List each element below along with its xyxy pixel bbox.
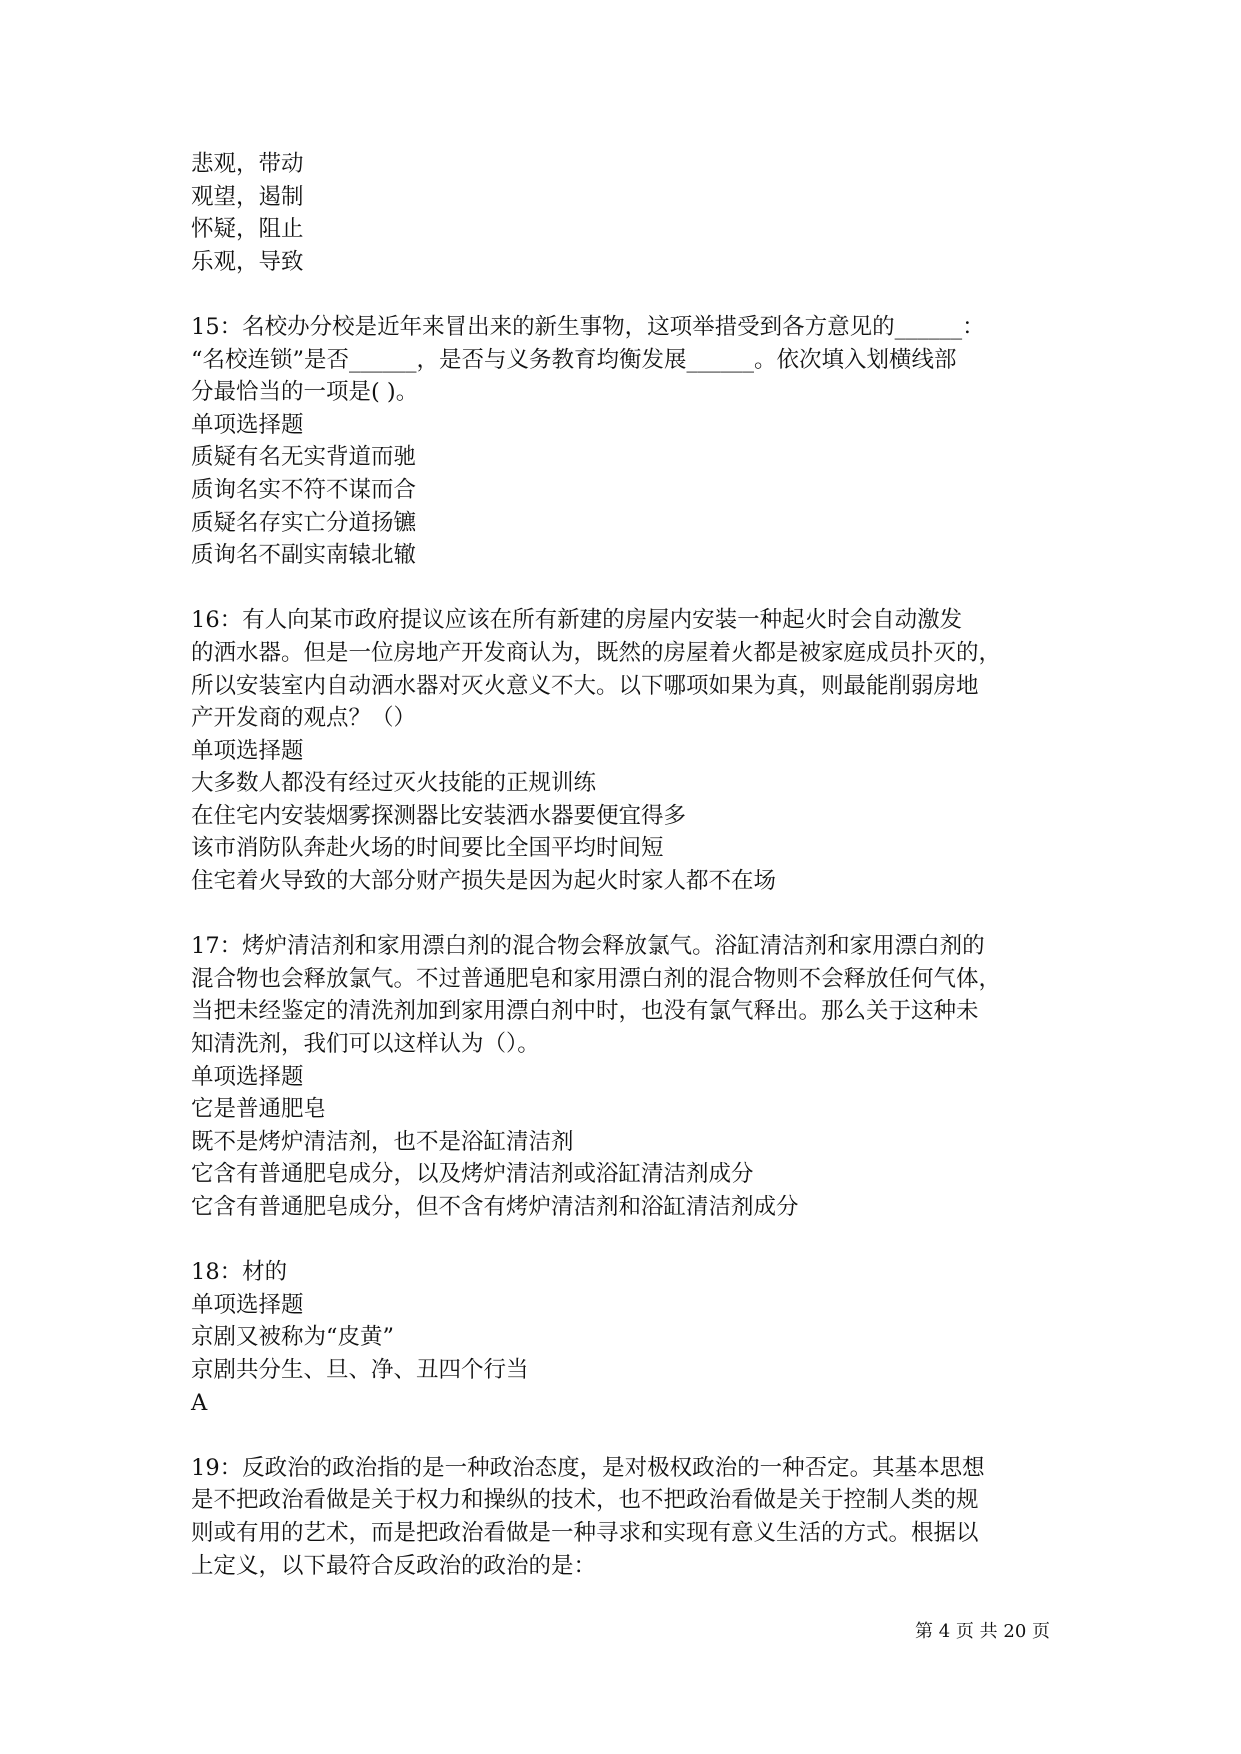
question-text-line: 知清洗剂，我们可以这样认为（）。 xyxy=(191,1031,540,1058)
spacer xyxy=(191,898,1055,931)
question-18 xyxy=(191,1256,1055,1419)
option-line: A xyxy=(191,1389,208,1416)
option-line: 京剧共分生、旦、净、丑四个行当 xyxy=(191,1356,529,1383)
question-type: 单项选择题 xyxy=(191,411,304,438)
question-text-line: 是不把政治看做是关于权力和操纵的技术，也不把政治看做是关于控制人类的规 xyxy=(191,1487,979,1514)
option-line: 质疑有名无实背道而驰 xyxy=(191,444,417,471)
question-text-line: 19：反政治的政治指的是一种政治态度，是对极权政治的一种否定。其基本思想 xyxy=(191,1454,985,1481)
question-text-line: 16：有人向某市政府提议应该在所有新建的房屋内安装一种起火时会自动激发 xyxy=(191,607,963,634)
question-17 xyxy=(191,930,1055,1223)
question-text-line: 17：烤炉清洁剂和家用漂白剂的混合物会释放氯气。浴缸清洁剂和家用漂白剂的 xyxy=(191,933,985,960)
option-line: 该市消防队奔赴火场的时间要比全国平均时间短 xyxy=(191,835,664,862)
question-text-line: 15：名校办分校是近年来冒出来的新生事物，这项举措受到各方意见的______： xyxy=(191,313,985,340)
question-text-line: 则或有用的艺术，而是把政治看做是一种寻求和实现有意义生活的方式。根据以 xyxy=(191,1519,979,1546)
option-line: 怀疑，阻止 xyxy=(191,216,304,243)
question-15 xyxy=(191,311,1055,572)
spacer xyxy=(191,1224,1055,1257)
option-line: 观望，遏制 xyxy=(191,183,304,210)
question-16 xyxy=(191,604,1055,897)
option-line: 质询名实不符不谋而合 xyxy=(191,476,417,503)
question-text-line: 产开发商的观点？（） xyxy=(191,705,417,732)
option-line: 乐观，导致 xyxy=(191,248,304,275)
page-number: 第 4 页 共 20 页 xyxy=(915,1621,1050,1642)
question-type: 单项选择题 xyxy=(191,1063,304,1090)
question-text-line: 的洒水器。但是一位房地产开发商认为，既然的房屋着火都是被家庭成员扑灭的， xyxy=(191,639,1002,666)
option-line: 既不是烤炉清洁剂，也不是浴缸清洁剂 xyxy=(191,1128,574,1155)
option-line: 质询名不副实南辕北辙 xyxy=(191,542,417,569)
option-line: 京剧又被称为“皮黄” xyxy=(191,1324,395,1351)
spacer xyxy=(191,278,1055,311)
spacer xyxy=(191,1419,1055,1452)
option-line: 住宅着火导致的大部分财产损失是因为起火时家人都不在场 xyxy=(191,868,777,895)
question-type: 单项选择题 xyxy=(191,737,304,764)
option-line: 它是普通肥皂 xyxy=(191,1096,327,1123)
question-19 xyxy=(191,1452,1055,1582)
question-text-line: 混合物也会释放氯气。不过普通肥皂和家用漂白剂的混合物则不会释放任何气体， xyxy=(191,965,1002,992)
option-line: 它含有普通肥皂成分，以及烤炉清洁剂或浴缸清洁剂成分 xyxy=(191,1161,754,1188)
spacer xyxy=(191,572,1055,605)
option-line: 质疑名存实亡分道扬镳 xyxy=(191,509,417,536)
option-line: 在住宅内安装烟雾探测器比安装洒水器要便宜得多 xyxy=(191,802,687,829)
question-text-line: 分最恰当的一项是( )。 xyxy=(191,379,419,406)
question-text-line: 当把未经鉴定的清洗剂加到家用漂白剂中时，也没有氯气释出。那么关于这种未 xyxy=(191,998,979,1025)
option-line: 大多数人都没有经过灭火技能的正规训练 xyxy=(191,770,597,797)
question-text-line: 所以安装室内自动洒水器对灭火意义不大。以下哪项如果为真，则最能削弱房地 xyxy=(191,672,979,699)
question-text-line: 18：材的 xyxy=(191,1259,288,1286)
question-type: 单项选择题 xyxy=(191,1291,304,1318)
option-line: 它含有普通肥皂成分，但不含有烤炉清洁剂和浴缸清洁剂成分 xyxy=(191,1194,799,1220)
intro-option-list xyxy=(191,148,1055,278)
question-text-line: 上定义，以下最符合反政治的政治的是： xyxy=(191,1552,597,1579)
option-line: 悲观，带动 xyxy=(191,151,304,177)
page-content xyxy=(191,148,1055,1582)
question-text-line: “名校连锁”是否______，是否与义务教育均衡发展______。依次填入划横线部 xyxy=(191,346,957,373)
